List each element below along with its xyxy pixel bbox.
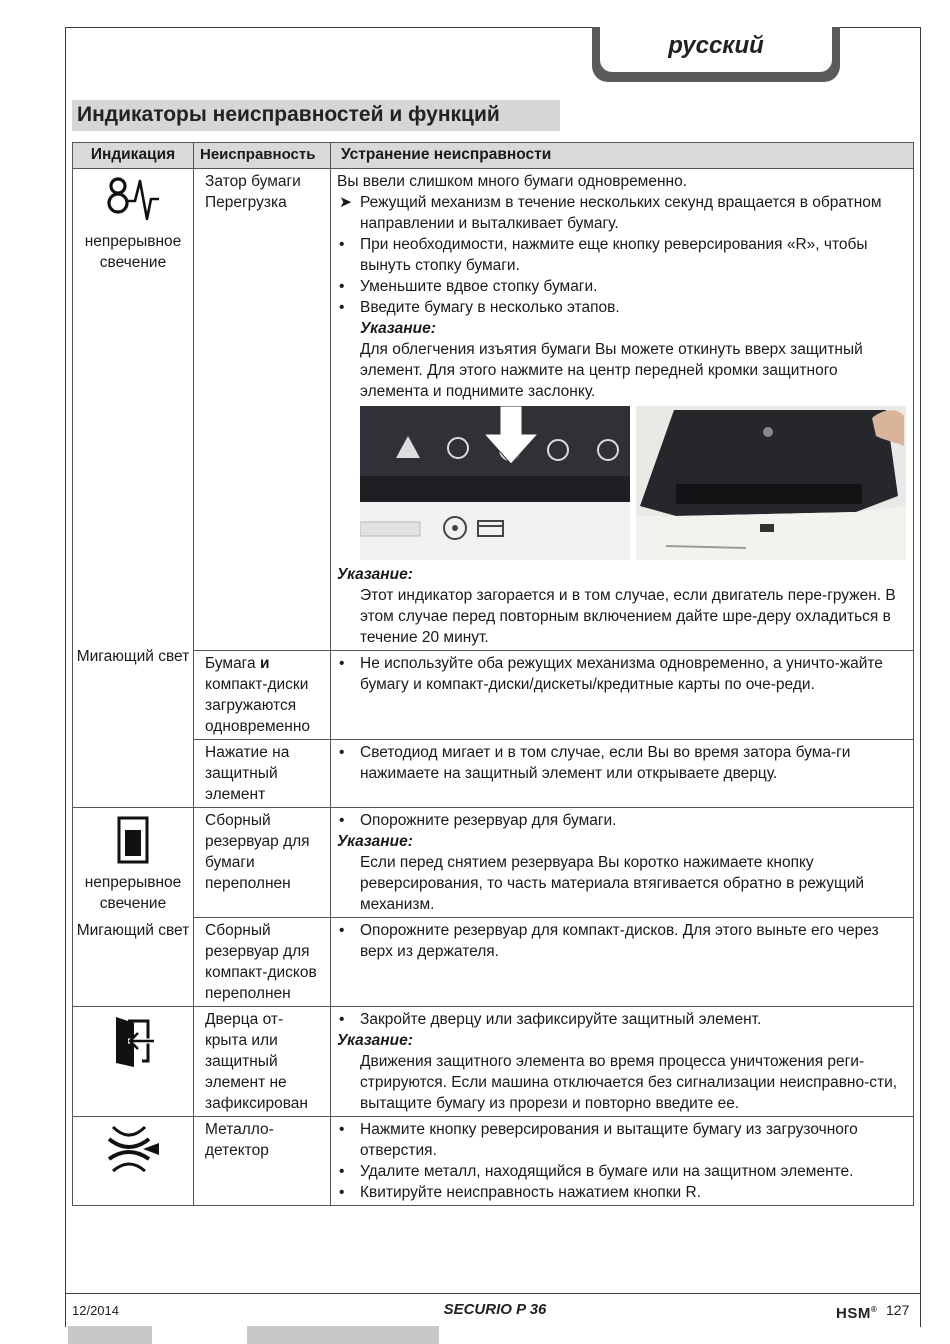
brand-mark: ® <box>870 1305 878 1314</box>
note-text: Этот индикатор загорается и в том случае, если двигатель пере-гружен. В этом случае перед повторным включением дайте шре-деру охладиться в течение 20 минут. <box>360 587 896 646</box>
indicator-cell-jam <box>73 169 194 808</box>
table-row <box>73 1117 914 1206</box>
table-header-row <box>73 143 914 169</box>
list-item-text: Не используйте оба режущих механизма одновременно, а уничто-жайте бумагу и компакт-диски/дискеты/кредитные карты по оче-реди. <box>360 655 883 693</box>
list-item: • Квитируйте неисправность нажатием кнопки R. <box>339 1184 702 1201</box>
fault-metal-detector: Металло-детектор <box>194 1117 331 1206</box>
safety-flap-photo <box>636 406 906 560</box>
remedy-door-open <box>331 1007 914 1117</box>
fault-paper-jam: Затор бумаги Перегрузка <box>194 169 331 651</box>
list-item: • Опорожните резервуар для бумаги. <box>339 812 617 829</box>
safety-flap-illustration <box>636 406 906 560</box>
remedy-paper-jam <box>331 169 914 651</box>
note-heading: Указание: <box>337 566 413 583</box>
bottom-band <box>68 1326 152 1344</box>
remedy-safety-press <box>331 740 914 808</box>
footer-brand-logo <box>836 1299 877 1324</box>
table-row <box>73 918 914 1007</box>
list-item: • Уменьшите вдвое стопку бумаги. <box>339 278 598 295</box>
paper-jam-icon <box>105 175 161 225</box>
fault-paper-and-cd: Бумага и компакт-диски загружаются одновременно <box>194 651 331 740</box>
control-panel-illustration <box>360 406 630 560</box>
list-item: • При необходимости, нажмите еще кнопку реверсирования «R», чтобы вынуть стопку бумаги. <box>339 236 868 274</box>
list-item: • Опорожните резервуар для компакт-дисков. Для этого выньте его через верх из держателя. <box>339 922 879 960</box>
page-number: 127 <box>886 1302 910 1318</box>
fault-door-open: Дверца от-крыта или защитный элемент не зафиксирован <box>194 1007 331 1117</box>
note-heading: Указание: <box>360 320 436 337</box>
remedy-intro: Вы ввели слишком много бумаги одновременно. <box>337 173 688 190</box>
indicator-cell-metal <box>73 1117 194 1206</box>
indicator-continuous-label: непрерывное свечение <box>84 874 182 912</box>
footer-date: 12/2014 <box>72 1303 119 1318</box>
remedy-paper-and-cd <box>331 651 914 740</box>
note-text: Если перед снятием резервуара Вы коротко нажимаете кнопку реверсирования, то часть материала втягивается обратно в режущий механизм. <box>360 854 865 913</box>
fault-paper-bin-full: Сборный резервуар для бумаги переполнен <box>194 808 331 918</box>
table-row <box>73 169 914 651</box>
table-row <box>73 651 914 740</box>
metal-detector-icon <box>105 1123 161 1175</box>
indicator-cell-bin <box>73 808 194 1007</box>
header-remedy: Устранение неисправности <box>331 143 914 169</box>
list-item: • Введите бумагу в несколько этапов. <box>339 299 620 316</box>
door-open-icon <box>108 1013 158 1069</box>
list-item: • Закройте дверцу или зафиксируйте защитный элемент. <box>339 1011 762 1028</box>
list-item: • Светодиод мигает и в том случае, если Вы во время затора бума-ги нажимаете на защитный элемент или открываете дверцу. <box>339 744 851 782</box>
arrow-bullet-icon: ➤ <box>339 194 352 211</box>
indicator-blinking-label: Мигающий свет <box>76 922 190 939</box>
note-heading: Указание: <box>337 833 413 850</box>
fault-safety-press: Нажатие на защитный элемент <box>194 740 331 808</box>
remedy-metal-detector <box>331 1117 914 1206</box>
indicator-spacer <box>76 273 190 640</box>
photo-row <box>360 406 907 560</box>
remedy-arrow-item <box>337 192 907 234</box>
table-row <box>73 740 914 808</box>
indicator-continuous-label: непрерывное свечение <box>84 233 182 271</box>
list-item-text: Уменьшите вдвое стопку бумаги. <box>360 278 598 295</box>
list-item-text: Удалите металл, находящийся в бумаге или на защитном элементе. <box>360 1163 854 1180</box>
indicator-blinking-label: Мигающий свет <box>76 648 190 665</box>
list-item-text: Опорожните резервуар для компакт-дисков. Для этого выньте его через верх из держателя. <box>360 922 879 960</box>
language-tab: русский <box>600 27 832 72</box>
footer-rule <box>65 1293 921 1294</box>
list-item-text: Нажмите кнопку реверсирования и вытащите бумагу из загрузочного отверстия. <box>360 1121 858 1159</box>
control-panel-photo <box>360 406 630 560</box>
footer-model: SECURIO P 36 <box>443 1301 547 1318</box>
fault-indicator-table <box>72 142 914 1206</box>
table-row <box>73 808 914 918</box>
note-text: Для облегчения изъятия бумаги Вы можете откинуть вверх защитный элемент. Для этого нажмите на центр передней кромки защитного элемента и поднимите заслонку. <box>360 341 863 400</box>
section-title: Индикаторы неисправностей и функций <box>72 100 560 131</box>
remedy-cd-bin-full <box>331 918 914 1007</box>
note-heading: Указание: <box>337 1032 413 1049</box>
brand-text: HSM <box>836 1305 871 1322</box>
list-item-text: Светодиод мигает и в том случае, если Вы во время затора бума-ги нажимаете на защитный элемент или открываете дверцу. <box>360 744 851 782</box>
table-row <box>73 1007 914 1117</box>
list-item: • Не используйте оба режущих механизма одновременно, а уничто-жайте бумагу и компакт-диски/дискеты/кредитные карты по оче-реди. <box>339 655 883 693</box>
note-text: Движения защитного элемента во время процесса уничтожения реги-стрируются. Если машина отключается без сигнализации неисправно-сти, вытащите бумагу из прорези и повторно введите ее. <box>360 1053 898 1112</box>
list-item-text: Опорожните резервуар для бумаги. <box>360 812 617 829</box>
bottom-band <box>247 1326 439 1344</box>
header-fault: Неисправность <box>194 143 331 169</box>
list-item-text: Введите бумагу в несколько этапов. <box>360 299 620 316</box>
header-indication: Индикация <box>73 143 194 169</box>
remedy-arrow-text: Режущий механизм в течение нескольких секунд вращается в обратном направлении и выталкивает бумагу. <box>360 194 882 232</box>
list-item: • Нажмите кнопку реверсирования и вытащите бумагу из загрузочного отверстия. <box>339 1121 858 1159</box>
fault-cd-bin-full: Сборный резервуар для компакт-дисков переполнен <box>194 918 331 1007</box>
list-item-text: При необходимости, нажмите еще кнопку реверсирования «R», чтобы вынуть стопку бумаги. <box>360 236 868 274</box>
list-item: • Удалите металл, находящийся в бумаге или на защитном элементе. <box>339 1163 854 1180</box>
remedy-paper-bin-full <box>331 808 914 918</box>
list-item-text: Квитируйте неисправность нажатием кнопки R. <box>360 1184 702 1201</box>
bin-full-icon <box>113 814 153 866</box>
list-item-text: Закройте дверцу или зафиксируйте защитный элемент. <box>360 1011 762 1028</box>
indicator-cell-door <box>73 1007 194 1117</box>
